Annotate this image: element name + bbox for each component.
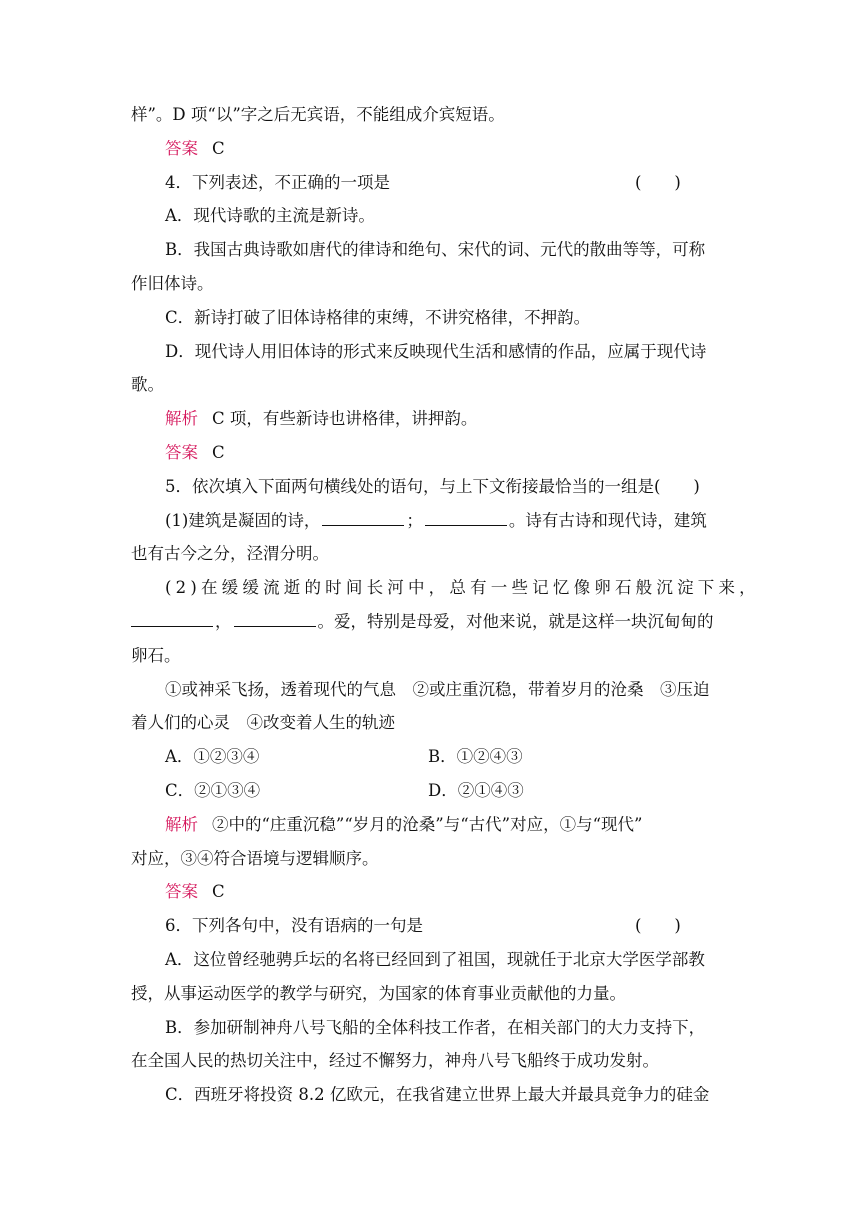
sentence-text: 。诗有古诗和现代诗，建筑 bbox=[508, 510, 707, 530]
question-6-stem bbox=[131, 909, 731, 943]
sentence-2: (2)在缓缓流逝的时间长河中，总有一些记忆像卵石般沉淀下来， bbox=[165, 578, 760, 598]
analysis-continued: 对应，③④符合语境与逻辑顺序。 bbox=[131, 848, 379, 868]
option-c: C．②①③④ bbox=[165, 780, 261, 800]
answer-parentheses: ( ) bbox=[635, 916, 681, 936]
question-4-stem bbox=[131, 166, 731, 200]
sentence-text: (1)建筑是凝固的诗， bbox=[165, 510, 321, 530]
option-b: B．我国古典诗歌如唐代的律诗和绝句、宋代的词、元代的散曲等等，可称 bbox=[165, 240, 706, 260]
answer-text: C bbox=[212, 882, 225, 902]
choices-line: ①或神采飞扬，透着现代的气息 ②或庄重沉稳，带着岁月的沧桑 ③压迫 bbox=[165, 679, 710, 699]
option-b: B．①②④③ bbox=[428, 747, 523, 767]
option-b-continued: 在全国人民的热切关注中，经过不懈努力，神舟八号飞船终于成功发射。 bbox=[131, 1051, 659, 1071]
analysis-text: C 项，有些新诗也讲格律，讲押韵。 bbox=[212, 409, 478, 429]
option-b-continued: 作旧体诗。 bbox=[131, 273, 214, 293]
analysis-tag: 解析 bbox=[165, 814, 198, 834]
option-a: A．①②③④ bbox=[165, 747, 260, 767]
sentence-2-end: 卵石。 bbox=[131, 645, 181, 665]
sentence-text: ； bbox=[406, 510, 423, 530]
text-line: 样”。D 项“以”字之后无宾语，不能组成介宾短语。 bbox=[131, 105, 505, 124]
fill-blank bbox=[234, 612, 316, 627]
sentence-1 bbox=[131, 504, 731, 538]
question-text: 4．下列表述，不正确的一项是 bbox=[165, 172, 390, 192]
answer-parentheses: ( ) bbox=[635, 172, 681, 192]
answer-tag: 答案 bbox=[165, 882, 198, 902]
fill-blank bbox=[131, 612, 213, 627]
sentence-1-continued: 也有古今之分，泾渭分明。 bbox=[131, 544, 329, 564]
analysis-line bbox=[131, 402, 731, 436]
answer-line bbox=[131, 132, 731, 166]
analysis-tag: 解析 bbox=[165, 409, 198, 429]
option-row bbox=[131, 774, 731, 808]
answer-line bbox=[131, 875, 731, 909]
option-b: B．参加研制神舟八号飞船的全体科技工作者，在相关部门的大力支持下， bbox=[165, 1017, 706, 1037]
sentence-text: ， bbox=[215, 611, 232, 631]
fill-blank bbox=[322, 511, 404, 526]
option-d: D．②①④③ bbox=[428, 780, 524, 800]
sentence-text: 。爱，特别是母爱，对他来说，就是这样一块沉甸甸的 bbox=[317, 611, 714, 631]
option-d-continued: 歌。 bbox=[131, 375, 164, 395]
question-text: 6．下列各句中，没有语病的一句是 bbox=[165, 916, 423, 936]
fill-blank bbox=[425, 511, 507, 526]
answer-tag: 答案 bbox=[165, 442, 198, 462]
sentence-2-continued bbox=[131, 605, 731, 639]
question-5-stem: 5．依次填入下面两句横线处的语句，与上下文衔接最恰当的一组是( ) bbox=[165, 476, 700, 496]
answer-text: C bbox=[212, 442, 225, 462]
choices-line-continued: 着人们的心灵 ④改变着人生的轨迹 bbox=[131, 713, 395, 733]
option-c: C．新诗打破了旧体诗格律的束缚，不讲究格律，不押韵。 bbox=[165, 307, 591, 327]
document-page bbox=[131, 98, 760, 1112]
option-a: A．现代诗歌的主流是新诗。 bbox=[165, 206, 375, 226]
option-a-continued: 授，从事运动医学的教学与研究，为国家的体育事业贡献他的力量。 bbox=[131, 983, 626, 1003]
option-a: A．这位曾经驰骋乒坛的名将已经回到了祖国，现就任于北京大学医学部教 bbox=[165, 949, 705, 969]
option-d: D．现代诗人用旧体诗的形式来反映现代生活和感情的作品，应属于现代诗 bbox=[165, 341, 707, 361]
option-c: C．西班牙将投资 8.2 亿欧元，在我省建立世界上最大并最具竞争力的硅金 bbox=[165, 1085, 710, 1105]
option-row bbox=[131, 740, 731, 774]
answer-text: C bbox=[212, 138, 225, 158]
answer-tag: 答案 bbox=[165, 138, 198, 158]
analysis-text: ②中的“庄重沉稳”“岁月的沧桑”与“古代”对应，①与“现代” bbox=[212, 814, 643, 834]
answer-line bbox=[131, 436, 731, 470]
analysis-line bbox=[131, 808, 731, 842]
